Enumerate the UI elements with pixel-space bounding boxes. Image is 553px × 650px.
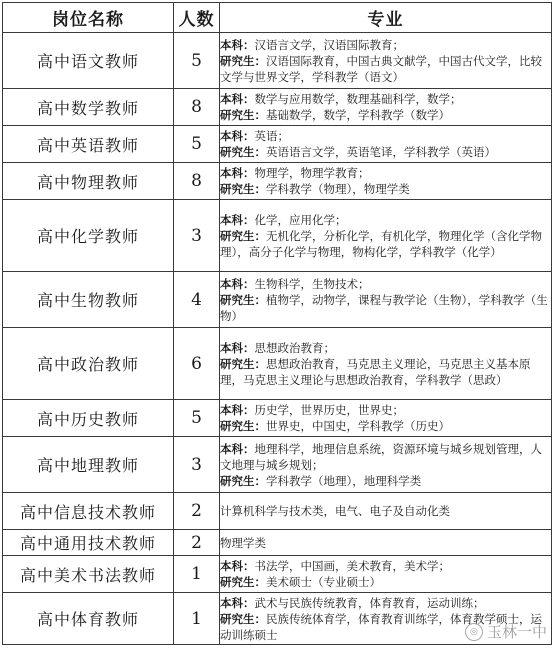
major-cell [220, 437, 552, 493]
grad-line [220, 292, 551, 324]
grad-majors: 学科教学（地理），地理科学类 [266, 473, 422, 488]
grad-label: 研究生： [220, 611, 266, 626]
undergrad-line [220, 558, 551, 574]
major-cell [220, 400, 552, 437]
count-cell: 1 [174, 593, 220, 645]
grad-line [220, 228, 551, 260]
grad-line [220, 574, 551, 590]
grad-label: 研究生： [220, 108, 266, 122]
grad-label: 研究生： [220, 145, 266, 159]
grad-majors: 基础数学，数学，学科教学（数学） [266, 108, 450, 122]
undergrad-majors: 武术与民族传统教育，体育教育，运动训练； [254, 595, 485, 610]
major-cell [220, 493, 552, 530]
position-cell: 高中英语教师 [3, 126, 174, 163]
count-cell: 2 [174, 530, 220, 556]
table-row [3, 328, 552, 400]
watermark-text: 玉林一中 [486, 623, 547, 641]
count-cell: 3 [174, 437, 220, 493]
undergrad-line [220, 91, 551, 107]
header-row [3, 3, 552, 33]
count-cell: 8 [174, 163, 220, 200]
table-row [3, 530, 552, 556]
undergrad-label: 本科： [220, 37, 255, 52]
grad-majors: 世界史，中国史，学科教学（历史） [266, 419, 450, 433]
grad-line [220, 107, 551, 123]
undergrad-label: 本科： [220, 92, 255, 106]
grad-majors: 民族传统体育学，体育教育训练学，体育教学硕士，运动训练硕士 [220, 611, 542, 642]
major-cell [220, 556, 552, 593]
table-row [3, 33, 552, 89]
undergrad-label: 本科： [220, 340, 255, 355]
table-row [3, 556, 552, 593]
undergrad-majors: 化学，应用化学； [254, 212, 347, 227]
position-cell: 高中历史教师 [3, 400, 174, 437]
undergrad-label: 本科： [220, 403, 255, 417]
table-row [3, 400, 552, 437]
undergrad-label: 本科： [220, 166, 255, 180]
undergrad-majors: 历史学，世界历史，世界史； [254, 403, 404, 417]
undergrad-line [220, 165, 551, 181]
count-cell: 4 [174, 272, 220, 328]
grad-line [220, 356, 551, 388]
undergrad-majors: 书法学，中国画，美术教育，美术学； [254, 559, 450, 573]
major-text: 计算机科学与技术类，电气、电子及自动化类 [220, 504, 450, 518]
grad-line [220, 144, 551, 160]
grad-line [220, 418, 551, 434]
grad-label: 研究生： [220, 419, 266, 433]
count-cell: 5 [174, 126, 220, 163]
grad-label: 研究生： [220, 53, 266, 68]
count-cell: 5 [174, 400, 220, 437]
undergrad-label: 本科： [220, 595, 255, 610]
undergrad-majors: 生物科学，生物技术； [254, 276, 370, 291]
undergrad-line [220, 128, 551, 144]
count-cell: 2 [174, 493, 220, 530]
major-cell [220, 89, 552, 126]
table-row [3, 437, 552, 493]
table-row [3, 126, 552, 163]
position-cell: 高中化学教师 [3, 200, 174, 272]
major-cell [220, 272, 552, 328]
count-cell: 3 [174, 200, 220, 272]
undergrad-label: 本科： [220, 212, 255, 227]
table-body [3, 33, 552, 645]
grad-majors: 汉语国际教育，中国古典文献学，中国古代文学，比较文学与世界文学，学科教学（语文） [220, 53, 542, 84]
position-cell: 高中美术书法教师 [3, 556, 174, 593]
undergrad-majors: 物理学，物理学教育； [254, 166, 370, 180]
position-cell: 高中生物教师 [3, 272, 174, 328]
grad-label: 研究生： [220, 575, 266, 589]
table-row [3, 493, 552, 530]
header-major: 专业 [220, 3, 552, 33]
undergrad-line [220, 595, 551, 611]
major-cell [220, 530, 552, 556]
count-cell: 8 [174, 89, 220, 126]
grad-majors: 植物学，动物学，课程与教学论（生物），学科教学（生物） [220, 292, 548, 323]
header-count: 人数 [174, 3, 220, 33]
major-cell [220, 200, 552, 272]
grad-majors: 英语语言文学，英语笔译，学科教学（英语） [266, 145, 496, 159]
count-cell: 1 [174, 556, 220, 593]
major-text: 物理学类 [220, 535, 266, 550]
count-cell: 6 [174, 328, 220, 400]
undergrad-label: 本科： [220, 276, 255, 291]
undergrad-line [220, 212, 551, 228]
undergrad-line [220, 441, 551, 473]
undergrad-line [220, 340, 551, 356]
position-cell: 高中政治教师 [3, 328, 174, 400]
watermark [465, 621, 547, 642]
grad-label: 研究生： [220, 182, 266, 196]
position-cell: 高中通用技术教师 [3, 530, 174, 556]
undergrad-label: 本科： [220, 441, 255, 456]
grad-line [220, 181, 551, 197]
header-position: 岗位名称 [3, 3, 174, 33]
grad-line [220, 53, 551, 85]
table-row [3, 272, 552, 328]
position-cell: 高中地理教师 [3, 437, 174, 493]
undergrad-line [220, 276, 551, 292]
undergrad-label: 本科： [220, 129, 255, 143]
undergrad-line [220, 37, 551, 53]
position-cell: 高中语文教师 [3, 33, 174, 89]
major-cell [220, 163, 552, 200]
grad-majors: 美术硕士（专业硕士） [266, 575, 381, 589]
grad-label: 研究生： [220, 356, 266, 371]
grad-majors: 思想政治教育，马克思主义理论，马克思主义基本原理，马克思主义理论与思想政治教育，学科教学（思政） [220, 356, 531, 387]
table-row [3, 200, 552, 272]
position-cell: 高中数学教师 [3, 89, 174, 126]
position-cell: 高中体育教师 [3, 593, 174, 645]
major-cell [220, 328, 552, 400]
undergrad-majors: 数学与应用数学，数理基础科学，数学； [254, 92, 462, 106]
undergrad-majors: 英语； [254, 129, 289, 143]
recruitment-table [2, 2, 552, 645]
count-cell: 5 [174, 33, 220, 89]
undergrad-majors: 思想政治教育； [254, 340, 335, 355]
undergrad-majors: 地理科学，地理信息系统，资源环境与城乡规划管理，人文地理与城乡规划； [220, 441, 542, 472]
wechat-icon: ◎ [465, 623, 483, 641]
undergrad-line [220, 402, 551, 418]
grad-majors: 学科教学（物理），物理学类 [266, 182, 410, 196]
table-row [3, 163, 552, 200]
grad-line [220, 473, 551, 489]
grad-majors: 无机化学，分析化学，有机化学，物理化学（含化学物理），高分子化学与物理，物构化学，学科教学（化学） [220, 228, 542, 259]
grad-label: 研究生： [220, 292, 266, 307]
position-cell: 高中物理教师 [3, 163, 174, 200]
undergrad-majors: 汉语言文学，汉语国际教育； [254, 37, 404, 52]
grad-label: 研究生： [220, 228, 266, 243]
grad-label: 研究生： [220, 473, 266, 488]
table-row [3, 89, 552, 126]
position-cell: 高中信息技术教师 [3, 493, 174, 530]
major-cell [220, 33, 552, 89]
major-cell [220, 126, 552, 163]
undergrad-label: 本科： [220, 559, 255, 573]
